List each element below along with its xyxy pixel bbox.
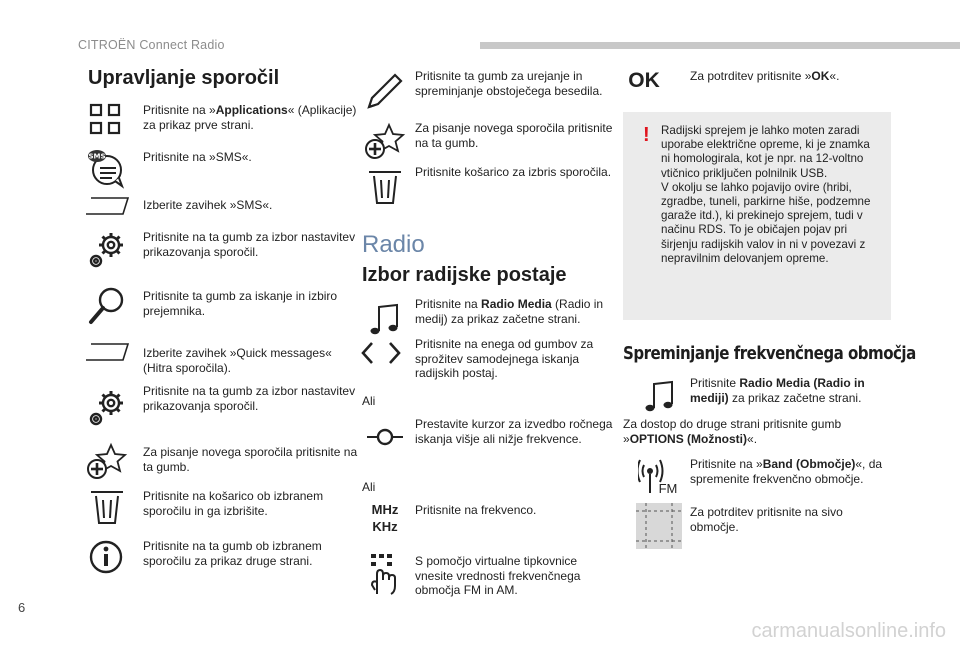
list-item: Pritisnite košarico za izbris sporočila. <box>415 165 615 180</box>
list-item: OK Za potrditev pritisnite »OK«. <box>690 69 890 84</box>
list-item: S pomočjo virtualne tipkovnice vnesite vrednosti frekvenčnega območja FM in AM. <box>415 554 615 598</box>
new-message-icon <box>85 439 129 483</box>
page-number: 6 <box>18 600 26 615</box>
or-label: Ali <box>362 394 376 408</box>
list-item: Izberite zavihek »SMS«. <box>143 198 363 213</box>
list-item: MHz KHz Pritisnite na frekvenco. <box>415 503 615 518</box>
slider-icon <box>363 417 407 461</box>
mhz-khz-icon: MHz KHz <box>371 502 399 534</box>
list-item: Prestavite kurzor za izvedbo ročnega iskanja višje ali nižje frekvence. <box>415 417 615 446</box>
svg-text:SMS: SMS <box>88 152 106 161</box>
section-title-band: Spreminjanje frekvenčnega območja <box>623 344 916 364</box>
trash-icon <box>85 485 129 529</box>
list-item: Za potrditev pritisnite na sivo območje. <box>690 505 890 534</box>
section-title-station: Izbor radijske postaje <box>362 264 567 286</box>
ok-icon: OK <box>628 69 660 92</box>
warning-icon: ! <box>643 124 650 146</box>
settings-gear-icon <box>85 228 129 272</box>
list-item: Pritisnite na košarico ob izbranem sporočilu in ga izbrišite. <box>143 489 363 518</box>
list-item: Pritisnite Radio Media (Radio in mediji) za prikaz začetne strani. <box>690 376 890 405</box>
pencil-icon <box>363 69 407 113</box>
tab-icon <box>85 184 129 228</box>
music-note-icon <box>638 374 682 418</box>
keypad-icon <box>363 552 407 596</box>
fm-label: FM <box>658 481 678 496</box>
list-item: Za pisanje novega sporočila pritisnite na ta gumb. <box>415 121 615 150</box>
list-item: Izberite zavihek »Quick messages« (Hitra sporočila). <box>143 346 363 375</box>
header-bar <box>480 42 960 49</box>
list-item: Pritisnite na Radio Media (Radio in medij) za prikaz začetne strani. <box>415 297 615 326</box>
list-item: Pritisnite na »Applications« (Aplikacije) za prikaz prve strani. <box>143 103 363 132</box>
apps-grid-icon <box>85 97 129 141</box>
search-icon <box>85 285 129 329</box>
or-label: Ali <box>362 480 376 494</box>
new-message-icon <box>363 119 407 163</box>
settings-gear-icon <box>85 386 129 430</box>
section-title-messages: Upravljanje sporočil <box>88 67 280 89</box>
list-item: Pritisnite na ta gumb ob izbranem sporočilu za prikaz druge strani. <box>143 539 363 568</box>
list-item: Pritisnite ta gumb za iskanje in izbiro prejemnika. <box>143 289 363 318</box>
warning-note <box>623 112 891 320</box>
radio-title: Radio <box>362 231 425 258</box>
list-item: Pritisnite na enega od gumbov za sprožitev samodejnega iskanja radijskih postaj. <box>415 337 615 381</box>
tab-icon <box>85 330 129 374</box>
list-item: FM Pritisnite na »Band (Območje)«, da spremenite frekvenčno območje. <box>690 457 890 486</box>
warning-text: Radijski sprejem je lahko moten zaradi uporabe električne opreme, ki je znamka ni homologirala, kot je npr. na 12-voltno vtičnico priključen polnilnik USB. V okolju se lahko pojavijo ovire (hribi, zgradbe, tuneli, parkirne hiše, podzemne garaže itd.), ki prekinejo sprejem, tudi v načinu RDS. To je običajen pojav pri širjenju radijskih valov in ni v povezavi z nepravilnim delovanjem opreme. <box>661 124 871 265</box>
chevrons-icon <box>359 335 403 379</box>
list-item: Pritisnite na ta gumb za izbor nastavitev prikazovanja sporočil. <box>143 230 363 259</box>
band-fm-icon <box>638 453 682 497</box>
options-instruction: Za dostop do druge strani pritisnite gumb »OPTIONS (Možnosti)«. <box>623 417 842 446</box>
header-title: CITROËN Connect Radio <box>78 38 225 52</box>
list-item: SMS Pritisnite na »SMS«. <box>143 150 363 165</box>
list-item: Pritisnite ta gumb za urejanje in spreminjanje obstoječega besedila. <box>415 69 615 98</box>
watermark: carmanualsonline.info <box>751 620 946 642</box>
trash-icon <box>363 165 407 209</box>
list-item: Za pisanje novega sporočila pritisnite na ta gumb. <box>143 445 363 474</box>
gray-area-icon <box>636 503 682 549</box>
list-item: Pritisnite na ta gumb za izbor nastavitev prikazovanja sporočil. <box>143 384 363 413</box>
info-icon <box>85 537 129 581</box>
